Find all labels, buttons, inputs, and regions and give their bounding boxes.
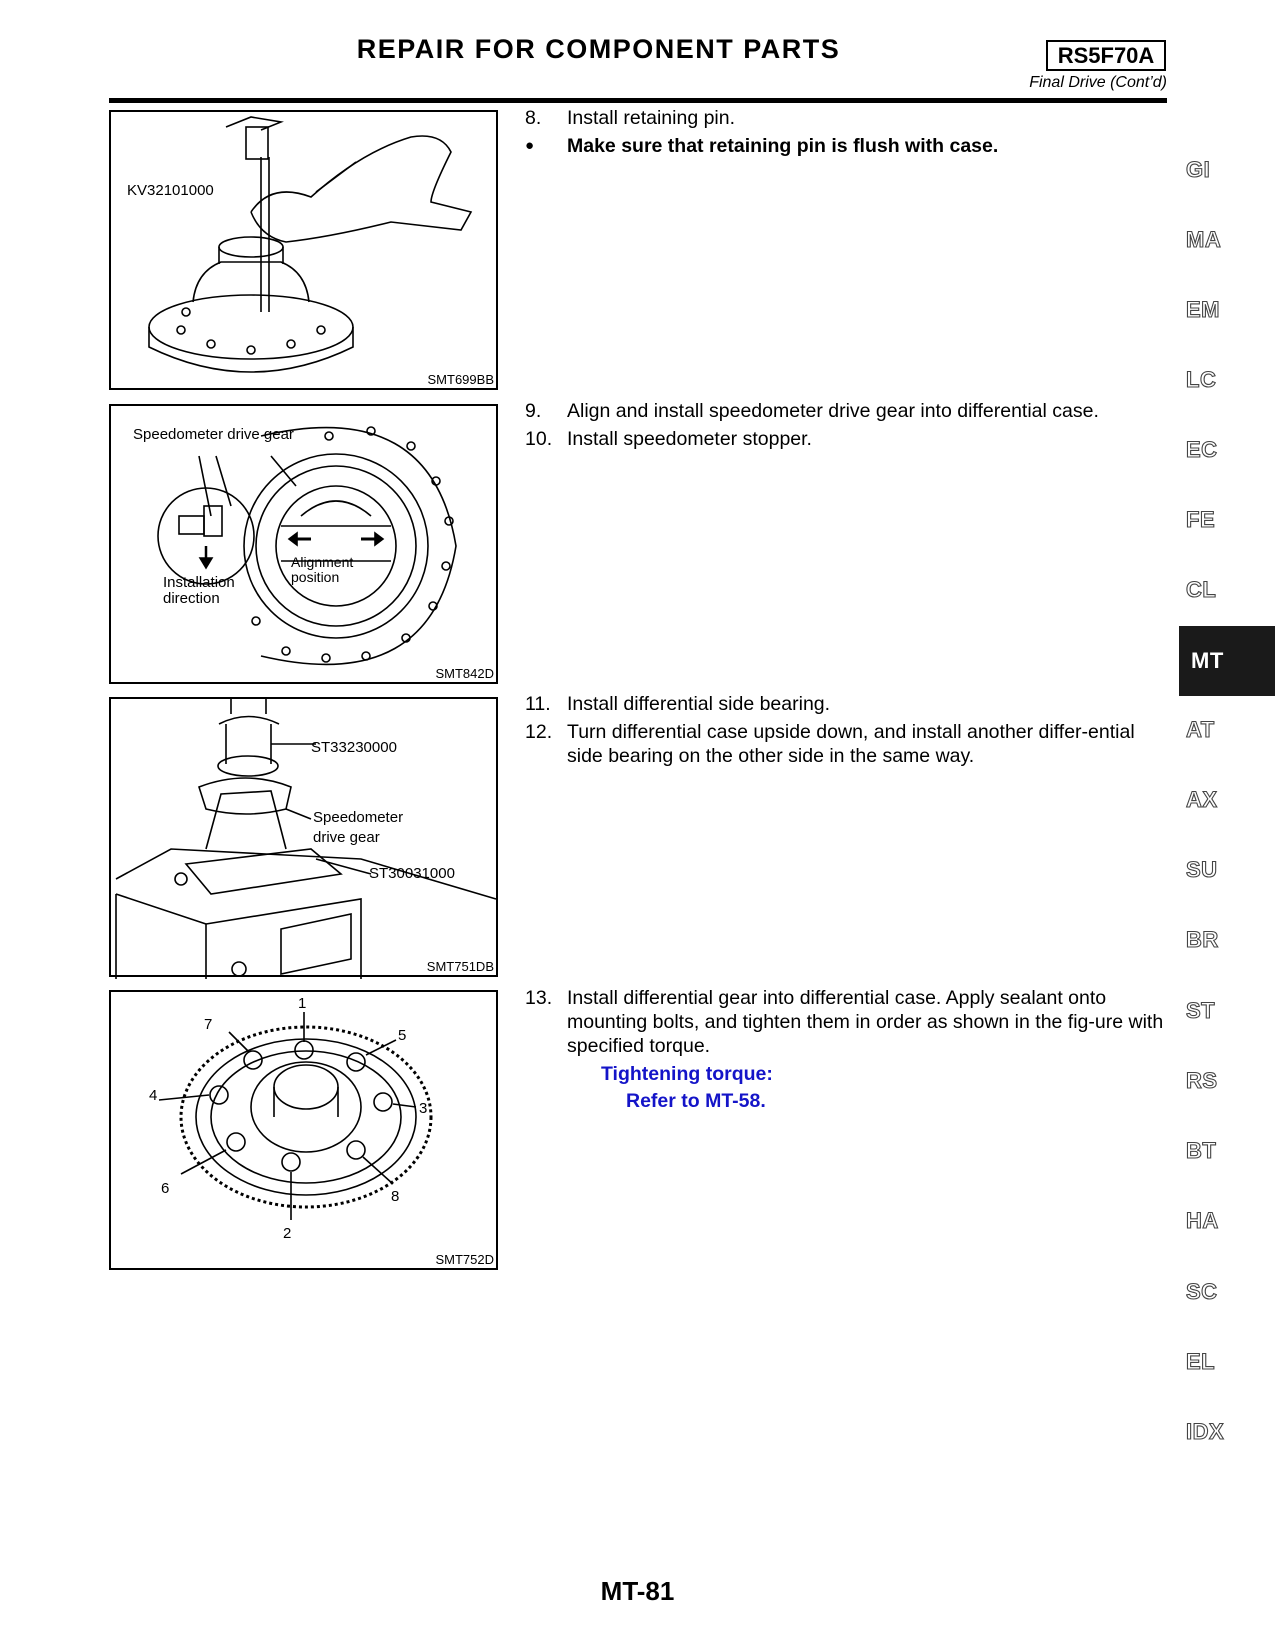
- step-number: 13.: [525, 987, 553, 1009]
- step-number: 8.: [525, 107, 542, 129]
- step-text: Install speedometer stopper.: [567, 428, 812, 450]
- step-text: Align and install speedometer drive gear into differential case.: [567, 400, 1099, 422]
- page-number: MT-81: [600, 1576, 675, 1606]
- bolt-number-4: 4: [149, 1087, 158, 1104]
- model-code-box: RS5F70A: [1046, 40, 1166, 71]
- figure-code: SMT752D: [435, 1252, 494, 1267]
- section-subtitle: Final Drive (Cont’d): [1029, 74, 1167, 91]
- step-number: 10.: [525, 428, 553, 450]
- note-text: Make sure that retaining pin is flush with case.: [567, 135, 999, 157]
- speedometer-gear-illustration: [111, 406, 500, 686]
- figure-code: SMT699BB: [427, 372, 494, 387]
- figure-differential-gear: [109, 990, 498, 1270]
- step-block-8: [525, 106, 1170, 158]
- step-block-13: [525, 986, 1170, 1113]
- step-number: 12.: [525, 721, 553, 743]
- step-13: [525, 986, 1170, 1058]
- direction-label: direction: [163, 590, 220, 607]
- speedometer-label: Speedometer: [313, 809, 404, 826]
- page-title: REPAIR FOR COMPONENT PARTS: [356, 34, 841, 64]
- step-10: [525, 427, 1170, 451]
- side-tab-bt[interactable]: BT: [1186, 1138, 1217, 1163]
- differential-gear-illustration: [111, 992, 500, 1272]
- side-tab-mt-active[interactable]: MT: [1179, 626, 1275, 696]
- bolt-number-6: 6: [161, 1180, 170, 1197]
- bolt-number-2: 2: [283, 1225, 292, 1242]
- side-tab-lc[interactable]: LC: [1186, 367, 1217, 392]
- side-tab-gi[interactable]: GI: [1186, 157, 1211, 182]
- tool-label-st33230000: ST33230000: [311, 739, 397, 756]
- step-text: Install retaining pin.: [567, 107, 736, 129]
- side-tab-ma[interactable]: MA: [1186, 227, 1222, 252]
- tool-label-st30031000: ST30031000: [369, 865, 455, 882]
- gear-label: Speedometer drive gear: [133, 426, 294, 443]
- figure-retaining-pin: [109, 110, 498, 390]
- bolt-number-8: 8: [391, 1188, 400, 1205]
- step-8: [525, 106, 1170, 130]
- side-bearing-illustration: [111, 699, 500, 979]
- step-number: 9.: [525, 400, 542, 422]
- retaining-pin-illustration: [111, 112, 500, 392]
- step-8-note: [525, 134, 1170, 158]
- installation-label: Installation: [163, 574, 235, 591]
- step-number: 11.: [525, 693, 551, 715]
- torque-label: Tightening torque:: [601, 1063, 773, 1085]
- side-tab-st[interactable]: ST: [1186, 998, 1216, 1023]
- step-text: Install differential gear into differential case. Apply sealant onto mounting bolts, and tighten them in order as shown in the fig-ure with specified torque.: [567, 987, 1164, 1057]
- figure-code: SMT842D: [435, 666, 494, 681]
- figure-code: SMT751DB: [426, 959, 494, 974]
- drive-gear-label: drive gear: [313, 829, 380, 846]
- side-tab-ha[interactable]: HA: [1186, 1208, 1219, 1233]
- side-tab-ax[interactable]: AX: [1186, 787, 1218, 812]
- step-11: [525, 692, 1170, 716]
- side-tab-cl[interactable]: CL: [1186, 577, 1217, 602]
- header-rule: [109, 98, 1167, 103]
- step-text: Install differential side bearing.: [567, 693, 831, 715]
- bolt-number-1: 1: [298, 995, 307, 1012]
- bolt-number-3: 3: [419, 1100, 428, 1117]
- bullet: ●: [525, 137, 535, 154]
- side-tab-at[interactable]: AT: [1186, 717, 1215, 742]
- side-tab-idx[interactable]: IDX: [1186, 1419, 1225, 1444]
- side-tab-ec[interactable]: EC: [1186, 437, 1218, 462]
- step-12: [525, 720, 1170, 768]
- side-tab-em[interactable]: EM: [1186, 297, 1220, 322]
- bolt-number-5: 5: [398, 1027, 407, 1044]
- figure-speedometer-gear: [109, 404, 498, 684]
- side-tab-fe[interactable]: FE: [1186, 507, 1216, 532]
- torque-value: Refer to MT-58.: [626, 1090, 766, 1112]
- alignment-label: Alignment: [291, 554, 354, 570]
- figure-side-bearing: [109, 697, 498, 977]
- step-text: Turn differential case upside down, and install another differ-ential side bearing on the other side in the same way.: [567, 721, 1135, 767]
- side-tab-su[interactable]: SU: [1186, 857, 1218, 882]
- step-block-11: [525, 692, 1170, 768]
- position-label: position: [291, 569, 340, 585]
- step-block-9: [525, 399, 1170, 451]
- side-tab-rs[interactable]: RS: [1186, 1068, 1218, 1093]
- side-tab-sc[interactable]: SC: [1186, 1279, 1218, 1304]
- tool-label: KV32101000: [127, 182, 214, 199]
- step-9: [525, 399, 1170, 423]
- side-tab-el[interactable]: EL: [1186, 1349, 1216, 1374]
- bolt-number-7: 7: [204, 1016, 213, 1033]
- side-tab-br[interactable]: BR: [1186, 927, 1219, 952]
